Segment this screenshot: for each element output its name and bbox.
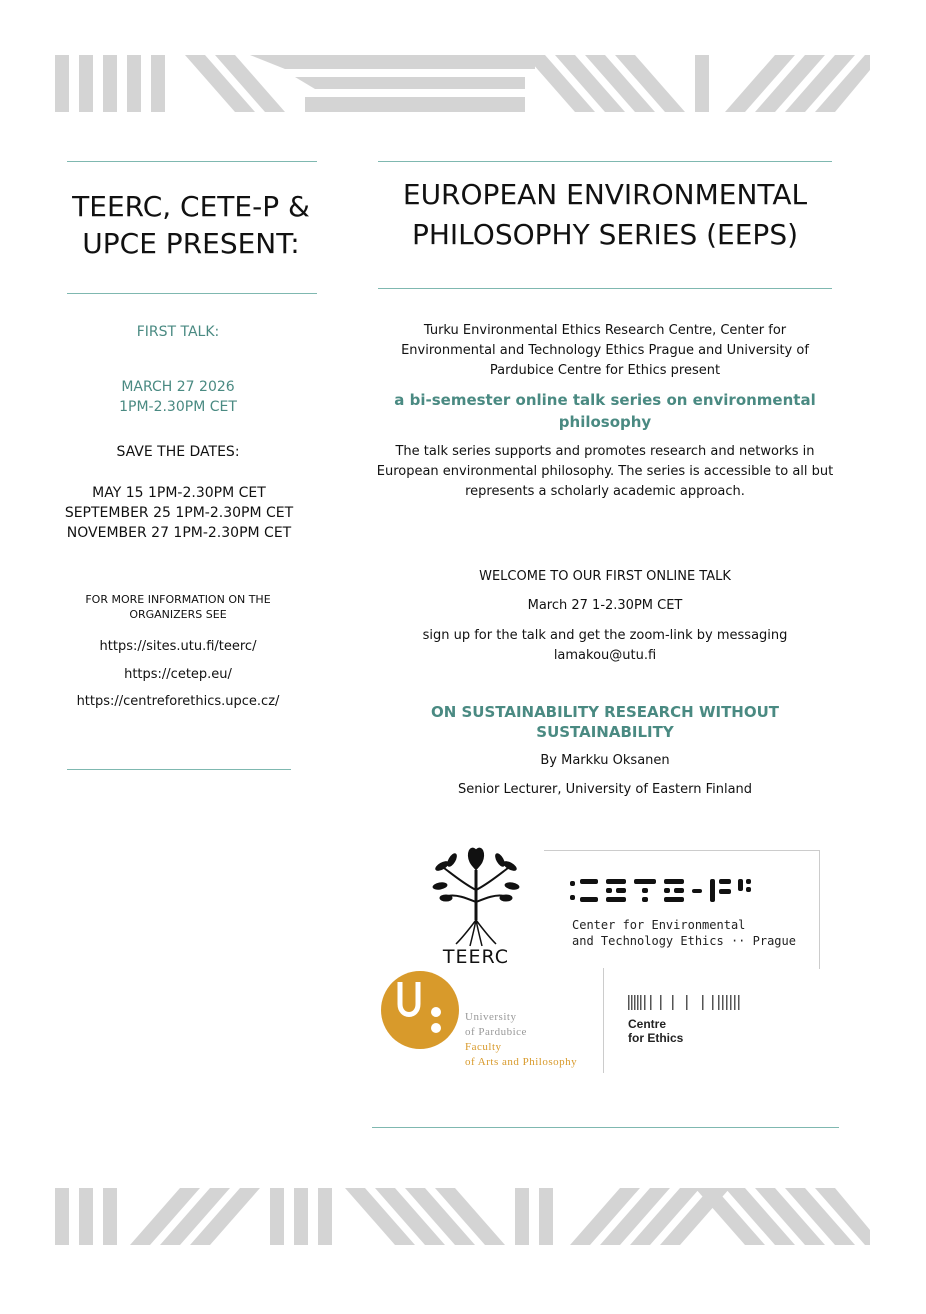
cetep-dotted-wordmark (570, 877, 766, 907)
cetep-logo-text (572, 917, 796, 949)
signup-text (378, 626, 832, 666)
upce-u-emblem-icon (380, 970, 460, 1050)
talk-title-line1: ON SUSTAINABILITY RESEARCH WITHOUT (430, 703, 780, 721)
intro-line3: Pardubice Centre for Ethics present (489, 363, 721, 378)
signup-line1: sign up for the talk and get the zoom-link by messaging (422, 628, 788, 643)
upce-line4: of Arts and Philosophy (465, 1056, 578, 1068)
series-title-line1: EUROPEAN ENVIRONMENTAL (402, 178, 808, 211)
talk-title-line2: SUSTAINABILITY (536, 723, 674, 741)
first-talk-time: 1PM-2.30PM CET (119, 399, 237, 415)
cetep-line1: Center for Environmental (572, 918, 746, 932)
cetep-line2: and Technology Ethics ·· Prague (572, 934, 796, 948)
teerc-logo-text: TEERC (442, 946, 510, 968)
upce-line1: University (465, 1011, 517, 1023)
speaker-role: Senior Lecturer, University of Eastern Finland (457, 782, 753, 797)
tagline-line2: philosophy (558, 413, 652, 431)
link-upce-ethics[interactable]: https://centreforethics.upce.cz/ (76, 694, 280, 709)
description-line3: represents a scholarly academic approach. (465, 484, 745, 499)
intro-text (378, 321, 832, 381)
intro-line1: Turku Environmental Ethics Research Centre, Center for (423, 323, 787, 338)
intro-line2: Environmental and Technology Ethics Prague and University of (401, 343, 809, 358)
welcome-heading: WELCOME TO OUR FIRST ONLINE TALK (479, 569, 731, 584)
upce-line2: of Pardubice (465, 1026, 527, 1038)
teerc-tree-icon (426, 840, 526, 948)
speaker-name: By Markku Oksanen (540, 753, 670, 768)
first-talk-datetime (67, 377, 289, 417)
upce-line3: Faculty (465, 1041, 502, 1053)
date-item: MAY 15 1PM-2.30PM CET (92, 485, 266, 501)
cetep-logo (544, 850, 820, 969)
tagline-line1: a bi-semester online talk series on environmental (394, 391, 816, 409)
teerc-logo (426, 840, 526, 970)
description-line2: European environmental philosophy. The series is accessible to all but (376, 464, 834, 479)
description-text (366, 442, 844, 502)
left-title (55, 188, 327, 262)
series-title-line2: PHILOSOPHY SERIES (EEPS) (411, 218, 799, 251)
left-title-line2: UPCE PRESENT: (82, 227, 300, 260)
talk-date: March 27 1-2.30PM CET (527, 598, 683, 613)
description-line1: The talk series supports and promotes research and networks in (395, 444, 815, 459)
more-info-line1: FOR MORE INFORMATION ON THE (85, 593, 271, 606)
link-cetep[interactable]: https://cetep.eu/ (124, 667, 232, 682)
date-item: SEPTEMBER 25 1PM-2.30PM CET (64, 505, 294, 521)
top-decorative-pattern (55, 55, 870, 115)
right-bottom-rule (372, 1127, 839, 1128)
tagline (378, 389, 832, 433)
more-info-label (67, 592, 289, 622)
centre-ethics-text (628, 1017, 683, 1045)
left-mid-rule (67, 293, 317, 294)
date-item: NOVEMBER 27 1PM-2.30PM CET (66, 525, 292, 541)
centre-for-ethics-logo (620, 995, 760, 1055)
save-dates-list (55, 483, 303, 543)
right-top-rule (378, 161, 832, 162)
first-talk-label: FIRST TALK: (136, 324, 220, 340)
upce-logo (378, 968, 604, 1073)
talk-title (378, 702, 832, 742)
right-mid-rule (378, 288, 832, 289)
save-dates-label: SAVE THE DATES: (116, 444, 240, 460)
more-info-line2: ORGANIZERS SEE (129, 608, 227, 621)
first-talk-date: MARCH 27 2026 (121, 379, 235, 395)
bottom-decorative-pattern (55, 1188, 870, 1248)
centre-line2: for Ethics (628, 1031, 684, 1045)
left-bottom-rule (67, 769, 291, 770)
left-top-rule (67, 161, 317, 162)
link-teerc[interactable]: https://sites.utu.fi/teerc/ (99, 639, 257, 654)
upce-logo-text (465, 1010, 577, 1070)
centre-ethics-barcode-icon (628, 995, 743, 1011)
centre-line1: Centre (628, 1017, 667, 1031)
left-title-line1: TEERC, CETE-P & (72, 190, 310, 223)
series-title (378, 175, 832, 255)
signup-email[interactable]: lamakou@utu.fi (553, 648, 657, 663)
